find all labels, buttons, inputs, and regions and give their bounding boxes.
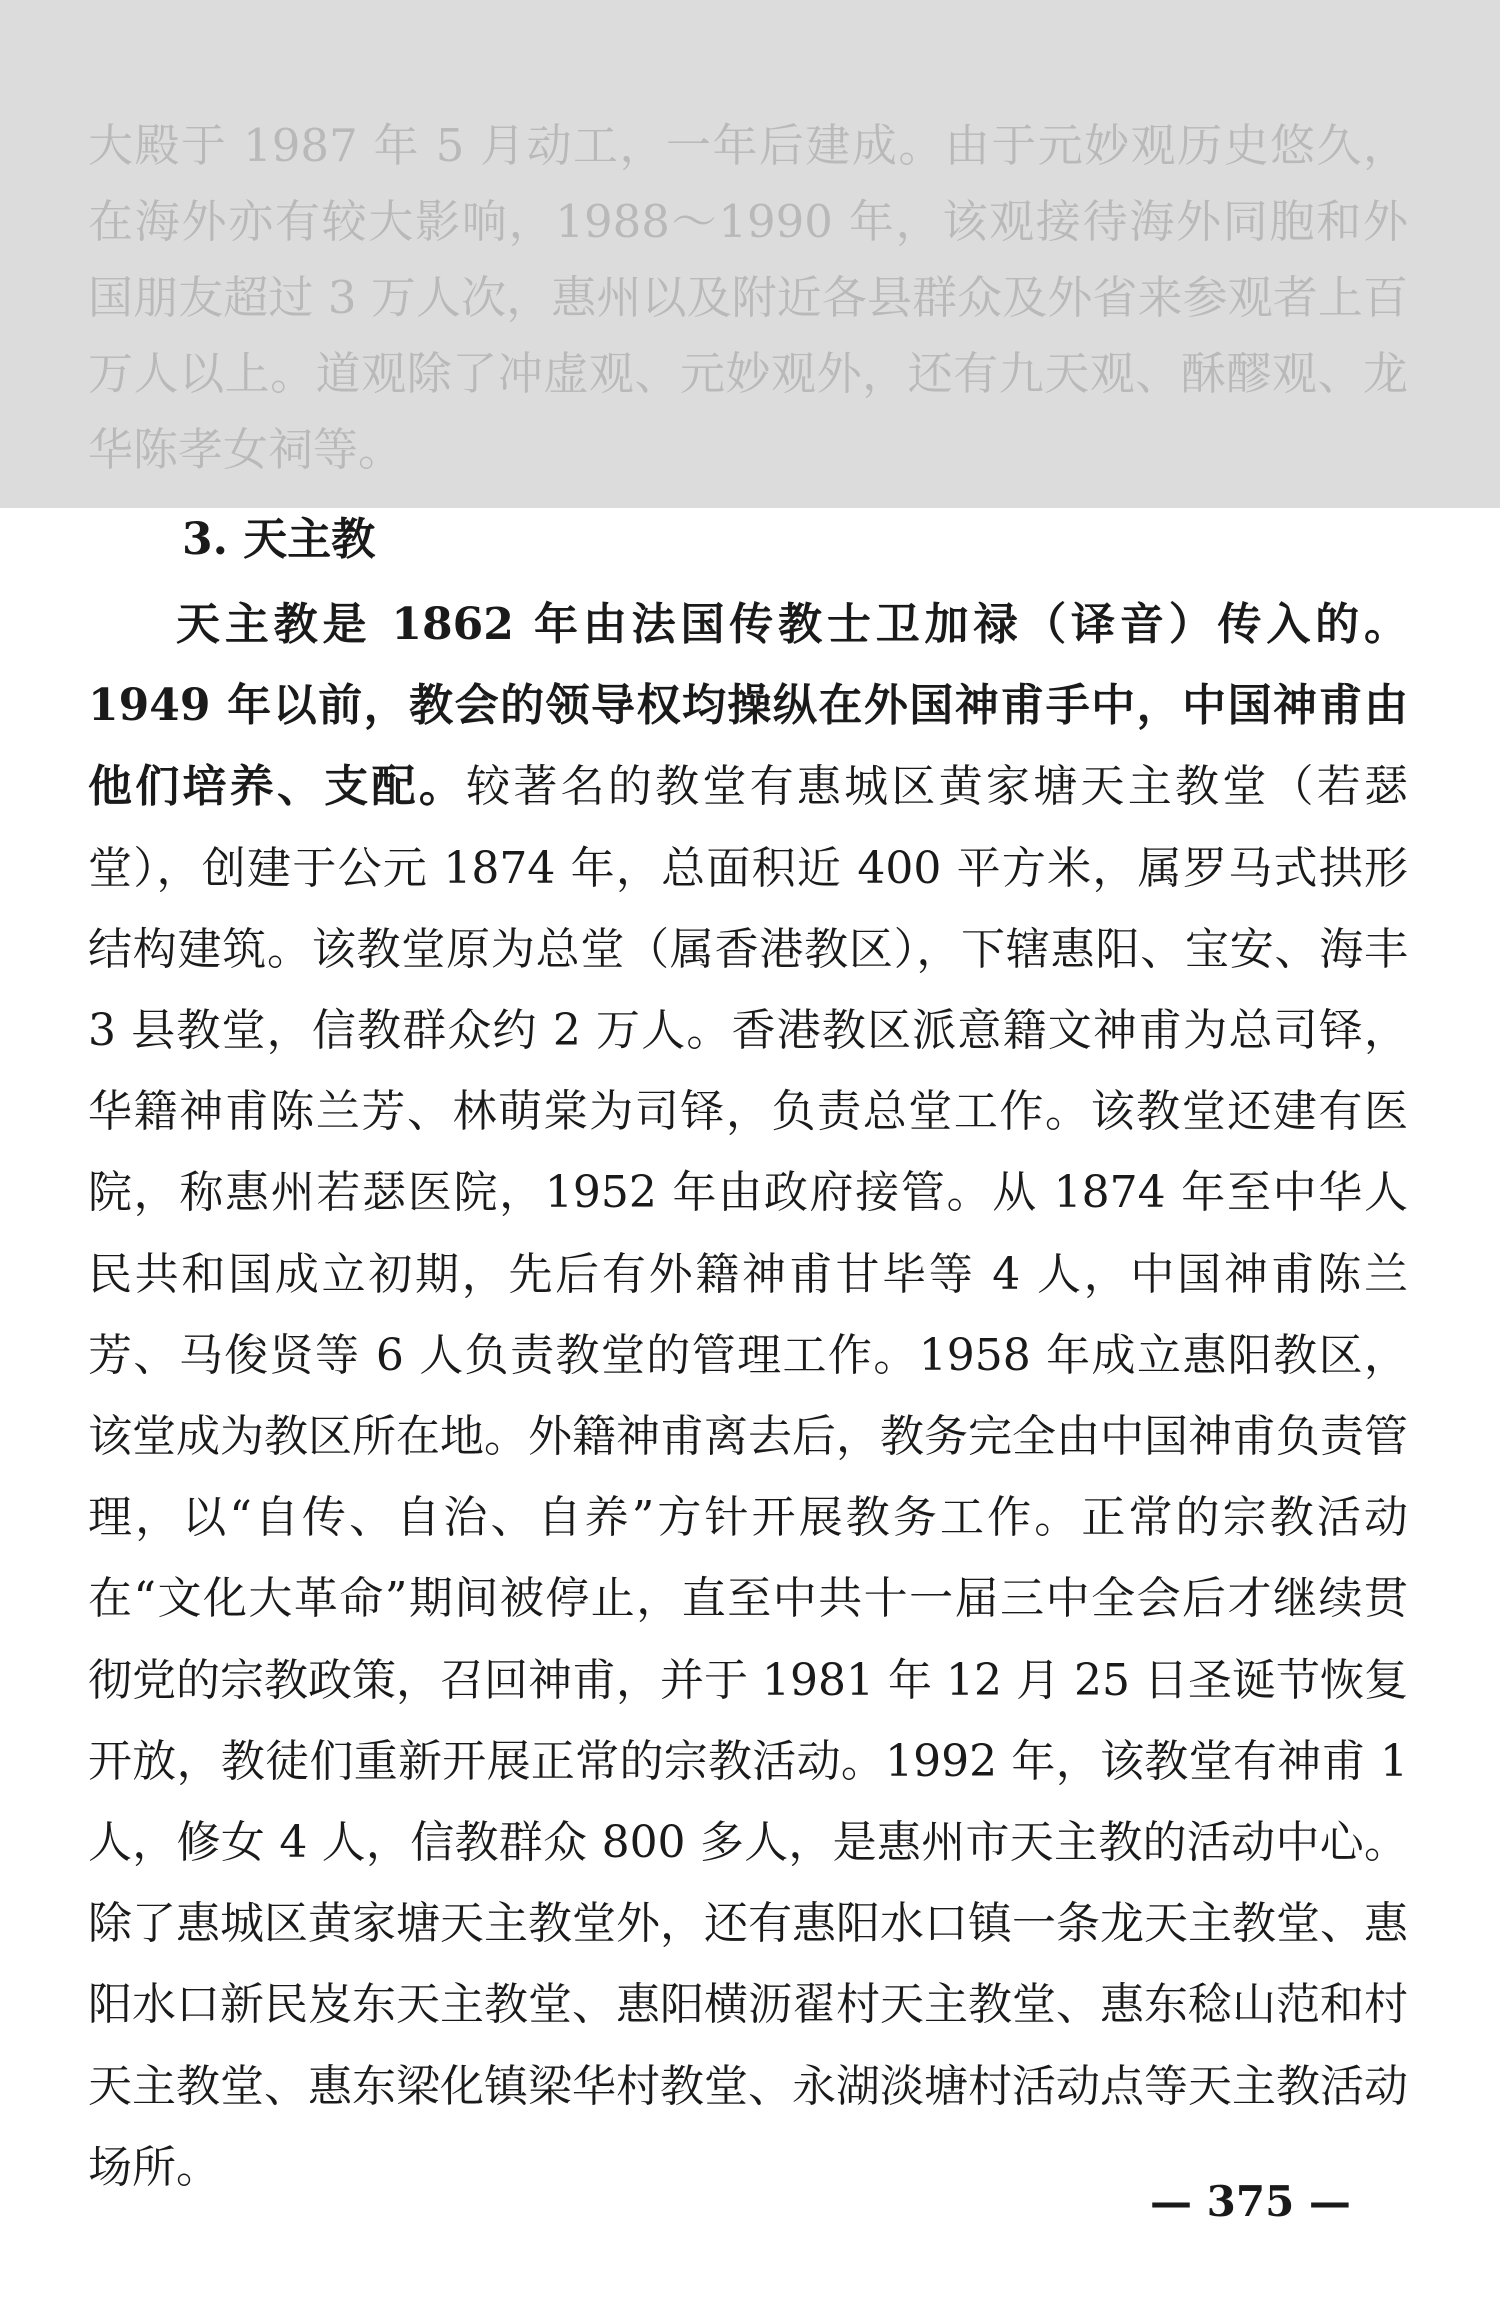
faded-paragraph-text: 大殿于 1987 年 5 月动工，一年后建成。由于元妙观历史悠久，在海外亦有较大影响，1988～1990 年，该观接待海外同胞和外国朋友超过 3 万人次，惠州以及附近各县群众及外省来参观者上百万人以上。道观除了冲虚观、元妙观外，还有九天观、酥醪观、龙华陈孝女祠等。 bbox=[88, 119, 1408, 476]
faded-previous-paragraph bbox=[88, 108, 1408, 488]
page-number: — 375 — bbox=[1150, 2177, 1351, 2226]
body-paragraph-rest: 较著名的教堂有惠城区黄家塘天主教堂（若瑟堂），创建于公元 1874 年，总面积近 400 平方米，属罗马式拱形结构建筑。该教堂原为总堂（属香港教区），下辖惠阳、宝安、海丰 3 县教堂，信教群众约 2 万人。香港教区派意籍文神甫为总司铎，华籍神甫陈兰芳、林萌棠为司铎，负责总堂工作。该教堂还建有医院，称惠州若瑟医院，1952 年由政府接管。从 1874 年至中华人民共和国成立初期，先后有外籍神甫甘毕等 4 人，中国神甫陈兰芳、马俊贤等 6 人负责教堂的管理工作。1958 年成立惠阳教区，该堂成为教区所在地。外籍神甫离去后，教务完全由中国神甫负责管理，以“自传、自治、自养”方针开展教务工作。正常的宗教活动在“文化大革命”期间被停止，直至中共十一届三中全会后才继续贯彻党的宗教政策，召回神甫，并于 1981 年 12 月 25 日圣诞节恢复开放，教徒们重新开展正常的宗教活动。1992 年，该教堂有神甫 1 人，修女 4 人，信教群众 800 多人，是惠州市天主教的活动中心。除了惠城区黄家塘天主教堂外，还有惠阳水口镇一条龙天主教堂、惠阳水口新民岌东天主教堂、惠阳横沥翟村天主教堂、惠东稔山范和村天主教堂、惠东梁化镇梁华村教堂、永湖淡塘村活动点等天主教活动场所。 bbox=[88, 761, 1409, 2193]
body-paragraph bbox=[88, 584, 1408, 2208]
section-heading: 3. 天主教 bbox=[182, 514, 376, 565]
section-body bbox=[88, 584, 1408, 2208]
body-paragraph-lead: 天主教是 1862 年由法国传教士卫加禄（译音）传入的。1949 年以前，教会的领导权均操纵在外国神甫手中，中国神甫由他们培养、支配。 bbox=[88, 599, 1408, 813]
